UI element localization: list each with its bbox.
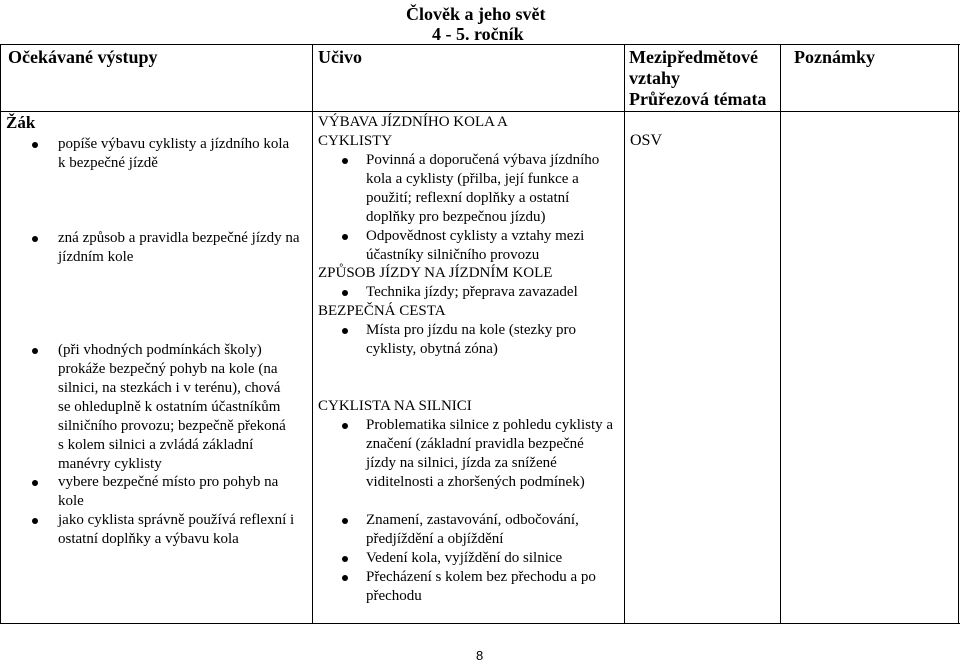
- cross-topics-value: OSV: [630, 132, 663, 149]
- curriculum-item-8: [366, 568, 616, 606]
- outcome-text: popíše výbavu cyklisty a jízdního kola k bezpečné jízdě: [58, 136, 290, 171]
- bullet-icon: [342, 423, 348, 429]
- curriculum-text: Přecházení s kolem bez přechodu a po přechodu: [366, 569, 596, 604]
- section-heading-cyclist-road: CYKLISTA NA SILNICI: [318, 398, 472, 414]
- curriculum-item-6: [366, 511, 616, 549]
- outcomes-lead: Žák: [6, 113, 36, 132]
- col-border-right: [958, 44, 959, 624]
- outcome-text: zná způsob a pravidla bezpečné jízdy na jízdním kole: [58, 230, 300, 265]
- bullet-icon: [32, 480, 38, 486]
- curriculum-cell: [312, 111, 624, 623]
- bullet-icon: [342, 575, 348, 581]
- col-border-2: [624, 44, 625, 624]
- curriculum-text: Znamení, zastavování, odbočování, předjíždění a objíždění: [366, 512, 579, 547]
- bullet-icon: [32, 236, 38, 242]
- header-cross-line2: vztahy: [629, 68, 680, 88]
- outcome-item-2: [58, 229, 304, 267]
- outcome-text: (při vhodných podmínkách školy) prokáže bezpečný pohyb na kole (na silnici, na stezkách i v terénu), chová se ohleduplně k ostatním účastníkům silničního provozu; bezpečně překoná s kolem silnici a zvládá základní manévry cyklisty: [58, 342, 286, 472]
- bullet-icon: [342, 328, 348, 334]
- curriculum-item-2: [366, 227, 616, 265]
- bullet-icon: [32, 348, 38, 354]
- table-top-border: [0, 44, 960, 45]
- outcome-text: vybere bezpečné místo pro pohyb na kole: [58, 474, 279, 509]
- bullet-icon: [342, 158, 348, 164]
- bullet-icon: [342, 234, 348, 240]
- outcomes-cell: [0, 111, 312, 623]
- outcome-item-3: [58, 341, 294, 474]
- outcome-item-5: [58, 511, 298, 549]
- curriculum-item-5: [366, 416, 616, 492]
- header-curriculum: Učivo: [318, 47, 362, 67]
- header-cross-line1: Mezipředmětové: [629, 47, 758, 67]
- curriculum-text: Odpovědnost cyklisty a vztahy mezi účastníky silničního provozu: [366, 228, 585, 263]
- curriculum-item-7: [366, 549, 616, 568]
- curriculum-text: Vedení kola, vyjíždění do silnice: [366, 550, 563, 566]
- curriculum-text: Místa pro jízdu na kole (stezky pro cyklisty, obytná zóna): [366, 322, 576, 357]
- curriculum-item-3: [366, 283, 616, 302]
- table-bottom-border: [0, 623, 960, 624]
- outcome-item-4: [58, 473, 298, 511]
- bullet-icon: [342, 556, 348, 562]
- header-outcomes: Očekávané výstupy: [8, 47, 158, 67]
- curriculum-text: Povinná a doporučená výbava jízdního kola a cyklisty (přilba, její funkce a použití; reflexní doplňky a ostatní doplňky pro bezpečnou jízdu): [366, 152, 600, 225]
- bullet-icon: [342, 290, 348, 296]
- curriculum-text: Technika jízdy; přeprava zavazadel: [366, 284, 578, 300]
- outcome-item-1: [58, 135, 298, 173]
- page-subtitle: 4 - 5. ročník: [432, 24, 524, 44]
- col-border-3: [780, 44, 781, 624]
- page-number: 8: [476, 648, 484, 663]
- header-cross-line3: Průřezová témata: [629, 89, 767, 109]
- curriculum-item-1: [366, 151, 616, 227]
- outcome-text: jako cyklista správně používá reflexní i ostatní doplňky a výbavu kola: [58, 512, 295, 547]
- header-cross-curricular: [629, 47, 766, 110]
- header-notes: Poznámky: [794, 47, 875, 67]
- section-heading-safe-route: BEZPEČNÁ CESTA: [318, 303, 446, 319]
- section-heading-equipment: VÝBAVA JÍZDNÍHO KOLA A CYKLISTY: [318, 114, 508, 149]
- bullet-icon: [32, 518, 38, 524]
- bullet-icon: [32, 142, 38, 148]
- page-title: Člověk a jeho svět: [406, 4, 546, 24]
- curriculum-item-4: [366, 321, 606, 359]
- section-heading-riding: ZPŮSOB JÍZDY NA JÍZDNÍM KOLE: [318, 265, 553, 281]
- curriculum-text: Problematika silnice z pohledu cyklisty a značení (základní pravidla bezpečné jízdy na silnici, jízda za snížené viditelnosti a zhoršených podmínek): [366, 417, 614, 490]
- bullet-icon: [342, 518, 348, 524]
